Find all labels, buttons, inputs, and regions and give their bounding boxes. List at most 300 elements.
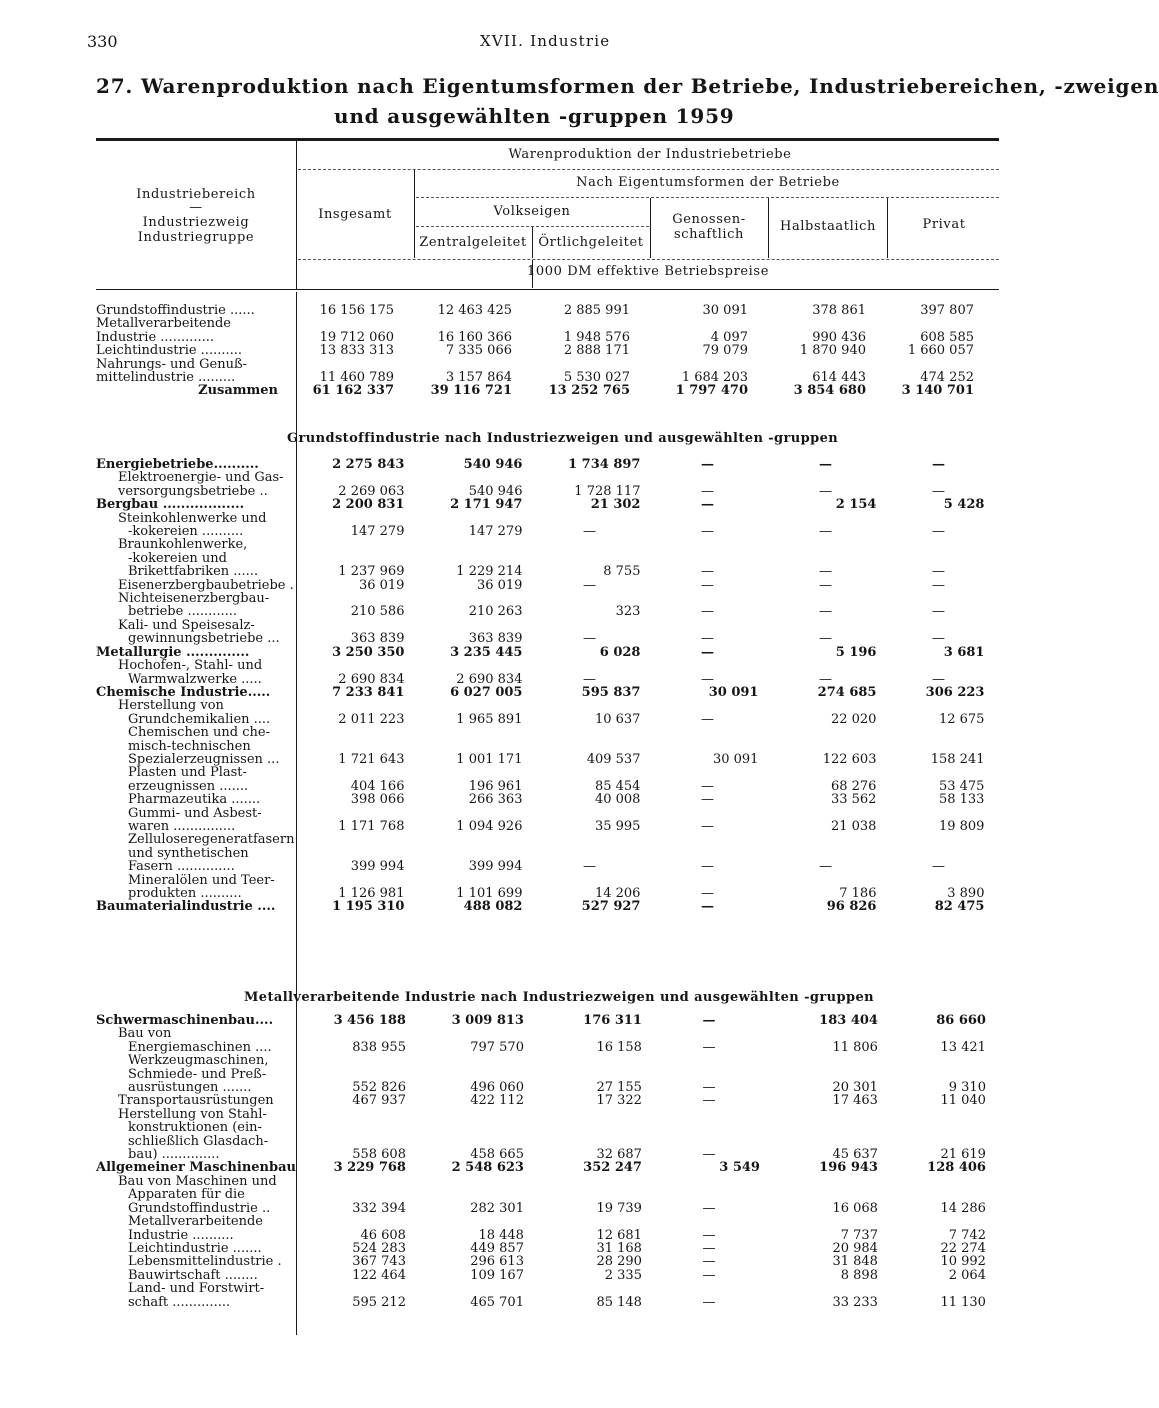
cell-value: 540 946 [463,457,523,472]
cell-value: 16 156 175 [319,303,394,318]
header-divider [414,170,415,258]
cell-value [530,552,648,565]
cell-value [530,699,648,712]
cell-value: 378 861 [812,303,866,318]
row-label: Fasern .............. [128,859,235,875]
cell-value: 1 229 214 [456,564,523,580]
cell-value: 2 275 843 [332,457,405,472]
cell-value [886,1215,994,1228]
row-label: Zusammen [198,383,278,399]
cell-value: — [818,631,832,647]
cell-value: 3 681 [943,644,985,660]
cell-value: 363 839 [350,631,405,647]
cell-value [648,766,766,779]
cell-value [532,1282,650,1295]
row-label: mittelindustrie ......... [96,370,236,386]
cell-value: 1 728 117 [574,483,641,499]
cell-value [412,552,530,565]
cell-value: 22 274 [940,1240,986,1256]
cell-value: — [818,524,832,540]
cell-value [886,1135,994,1148]
cell-value [412,699,530,712]
cell-value: 122 464 [352,1267,406,1283]
table-row [96,1148,994,1161]
header-rule [416,197,999,198]
row-label: Energiebetriebe.......... [96,457,259,472]
row-label: Metallverarbeitende [96,316,231,332]
cell-value: 7 335 066 [445,343,512,359]
cell-value [296,1282,414,1295]
cell-value: 1 126 981 [338,886,405,901]
cell-value: 409 537 [586,751,641,767]
cell-value: 5 428 [943,497,985,513]
row-label: Apparaten für die [128,1187,245,1203]
cell-value: 422 112 [470,1093,524,1109]
cell-value [766,833,884,846]
cell-value [884,807,992,820]
cell-value [766,874,884,887]
row-label: Metallurgie .............. [96,644,250,660]
cell-value: — [702,1147,716,1163]
cell-value [766,740,884,753]
cell-value: 1 965 891 [456,711,523,727]
cell-value: 18 448 [478,1227,524,1243]
cell-value [414,1175,532,1188]
cell-value [650,1175,768,1188]
cell-value: 1 870 940 [799,343,866,359]
cell-value [412,833,530,846]
cell-value: 8 898 [840,1267,878,1283]
table-row [96,900,992,913]
header-warenproduktion: Warenproduktion der Industriebetriebe [508,147,792,162]
row-label: konstruktionen (ein- [128,1120,262,1136]
cell-value [414,1135,532,1148]
row-label: Kali- und Speisesalz- [118,617,255,633]
table-row [96,874,992,887]
cell-value: — [700,899,714,915]
header-divider [768,198,769,258]
row-label: bau) .............. [128,1147,220,1163]
cell-value: — [702,1267,716,1283]
table-row [96,686,992,699]
data-table-metall [96,1014,994,1309]
cell-value [530,471,648,484]
row-label: Werkzeugmaschinen, [128,1053,269,1069]
cell-value: 7 186 [839,886,877,901]
cell-value: 323 [615,604,641,620]
cell-value: 474 252 [920,370,974,386]
cell-value: — [931,457,945,472]
cell-value [294,847,412,860]
top-rule [96,138,999,141]
row-label: Baumaterialindustrie .... [96,899,276,915]
cell-value [532,1215,650,1228]
section-heading-grundstoff: Grundstoffindustrie nach Industriezweigen und ausgewählten -gruppen [287,431,839,446]
cell-value [650,1054,768,1067]
cell-value: 399 994 [468,859,523,875]
cell-value [296,1215,414,1228]
row-label: Metallverarbeitende [128,1214,263,1230]
cell-value [412,471,530,484]
cell-value: 5 196 [835,644,877,660]
cell-value: 33 233 [832,1294,878,1310]
cell-value [884,592,992,605]
cell-value: 30 091 [712,751,759,767]
cell-value: 552 826 [352,1080,406,1096]
cell-value [412,726,530,739]
row-label: Industrie .......... [128,1227,234,1243]
table-row [96,753,992,766]
cell-value [294,471,412,484]
row-label: Grundstoffindustrie .. [128,1200,271,1216]
table-title-line-2: und ausgewählten -gruppen 1959 [334,104,735,128]
cell-value [766,619,884,632]
cell-value: — [700,604,714,620]
cell-value: 10 992 [940,1254,986,1270]
row-label: produkten .......... [128,886,242,901]
cell-value: — [582,671,596,687]
cell-value [874,317,982,330]
cell-value: 147 279 [468,524,523,540]
table-row [96,860,992,873]
cell-value [638,317,756,330]
cell-value: 2 885 991 [563,303,630,318]
table-row [96,1014,994,1027]
header-zentralgeleitet: Zentralgeleitet [419,235,527,250]
cell-value [768,1068,886,1081]
cell-value: 595 212 [352,1294,406,1310]
cell-value [648,552,766,565]
cell-value [412,874,530,887]
cell-value [294,726,412,739]
cell-value: 1 797 470 [675,383,748,399]
cell-value: 39 116 721 [430,383,512,399]
cell-value: — [700,711,714,727]
cell-value [294,619,412,632]
cell-value [886,1175,994,1188]
cell-value [886,1121,994,1134]
cell-value: 2 064 [948,1267,986,1283]
cell-value [530,659,648,672]
cell-value: — [931,483,945,499]
table-row [96,1255,994,1268]
cell-value [294,538,412,551]
header-rule [298,259,999,260]
table-row [96,552,992,565]
cell-value: 2 690 834 [338,671,405,687]
cell-value: 17 322 [596,1093,642,1109]
cell-value [532,1188,650,1201]
cell-value [530,726,648,739]
cell-value [532,1135,650,1148]
row-label: Plasten und Plast- [128,765,247,781]
table-row [96,1054,994,1067]
table-row [96,525,992,538]
row-label: Hochofen-, Stahl- und [118,658,263,674]
cell-value [650,1121,768,1134]
cell-value [530,592,648,605]
cell-value: — [700,818,714,834]
cell-value [884,552,992,565]
header-divider [887,198,888,258]
cell-value [402,317,520,330]
header-rule [298,169,999,170]
cell-value: 28 290 [596,1254,642,1270]
cell-value: — [931,631,945,647]
cell-value [768,1215,886,1228]
cell-value: 1 237 969 [338,564,405,580]
cell-value [766,592,884,605]
cell-value: — [700,644,714,660]
cell-value: 7 737 [840,1227,878,1243]
table-row [96,766,992,779]
cell-value [886,1027,994,1040]
cell-value: — [818,859,832,875]
cell-value [648,699,766,712]
cell-value [648,726,766,739]
table-row [96,1269,994,1282]
cell-value: — [702,1013,716,1028]
row-label: Allgemeiner Maschinenbau [96,1160,296,1176]
cell-value [768,1135,886,1148]
cell-value: 147 279 [350,524,405,540]
table-row [96,1027,994,1040]
cell-value: 17 463 [832,1093,878,1109]
cell-value [294,807,412,820]
row-label: Steinkohlenwerke und [118,510,267,526]
cell-value: — [931,524,945,540]
cell-value: 86 660 [936,1013,986,1028]
cell-value: — [931,859,945,875]
cell-value [650,1215,768,1228]
cell-value [296,1135,414,1148]
stub-label-dash: — [189,200,203,215]
cell-value: 2 335 [604,1267,642,1283]
header-halbstaatlich: Halbstaatlich [780,219,876,234]
cell-value [294,699,412,712]
cell-value [412,512,530,525]
cell-value [648,471,766,484]
cell-value: 21 038 [830,818,877,834]
row-label: Grundstoffindustrie ...... [96,303,255,318]
cell-value: 1 734 897 [568,457,641,472]
cell-value [766,807,884,820]
cell-value: — [700,859,714,875]
table-row [96,726,992,739]
table-row [96,807,992,820]
cell-value: — [582,631,596,647]
cell-value [284,317,402,330]
table-row [96,471,992,484]
cell-value [650,1068,768,1081]
table-row [96,304,982,317]
row-label: Pharmazeutika ....... [128,792,261,808]
cell-value [532,1054,650,1067]
table-row [96,538,992,551]
row-label: betriebe ............ [128,604,238,620]
cell-value: 1 171 768 [338,818,405,834]
cell-value [412,807,530,820]
row-label: Gummi- und Asbest- [128,805,262,821]
cell-value: 13 252 765 [548,383,630,399]
table-row [96,1135,994,1148]
table-row [96,1215,994,1228]
cell-value [412,619,530,632]
cell-value: 3 549 [719,1160,760,1176]
cell-value [294,833,412,846]
table-row [96,1296,994,1309]
cell-value: 85 148 [596,1294,642,1310]
cell-value [530,874,648,887]
header-insgesamt: Insgesamt [318,207,392,222]
cell-value [648,659,766,672]
table-row [96,619,992,632]
table-row [96,1229,994,1242]
table-row [96,1282,994,1295]
cell-value: 27 155 [596,1080,642,1096]
cell-value: 3 009 813 [451,1013,524,1028]
cell-value: 2 269 063 [338,483,405,499]
cell-value: — [818,483,832,499]
cell-value: 19 809 [938,818,985,834]
cell-value [414,1068,532,1081]
cell-value [766,538,884,551]
cell-value [884,726,992,739]
cell-value: — [700,671,714,687]
row-label: misch-technischen [128,738,251,754]
cell-value [294,659,412,672]
cell-value [650,1188,768,1201]
table-row [96,371,982,384]
cell-value [768,1175,886,1188]
cell-value: 2 690 834 [456,671,523,687]
cell-value [414,1121,532,1134]
table-row [96,512,992,525]
cell-value [284,358,402,371]
cell-value [412,592,530,605]
running-head: XVII. Industrie [480,32,611,50]
cell-value: 21 302 [590,497,641,513]
cell-value: 10 637 [594,711,641,727]
cell-value [886,1282,994,1295]
cell-value: 838 955 [352,1039,406,1055]
row-label: Warmwalzwerke ..... [128,671,262,687]
cell-value: 210 263 [468,604,523,620]
row-label: Bauwirtschaft ........ [128,1267,258,1283]
cell-value [884,833,992,846]
cell-value [886,1108,994,1121]
cell-value: 7 233 841 [332,684,405,700]
row-label: Chemischen und che- [128,725,270,741]
table-row [96,1242,994,1255]
cell-value: 3 157 864 [445,370,512,386]
cell-value: 53 475 [938,778,985,794]
cell-value [412,847,530,860]
cell-value [532,1027,650,1040]
cell-value [766,512,884,525]
cell-value [296,1068,414,1081]
table-row [96,713,992,726]
cell-value [884,659,992,672]
section-heading-metall: Metallverarbeitende Industrie nach Industriezweigen und ausgewählten -gruppen [244,990,874,1005]
cell-value: 614 443 [812,370,866,386]
cell-value: 21 619 [940,1147,986,1163]
cell-value: 19 739 [596,1200,642,1216]
cell-value: 30 091 [708,684,759,700]
row-label: Schwermaschinenbau.... [96,1013,274,1028]
row-label: waren ............... [128,818,236,834]
table-row [96,887,992,900]
cell-value: — [700,497,714,513]
cell-value: 3 456 188 [333,1013,406,1028]
row-label: Energiemaschinen .... [128,1039,272,1055]
stub-divider [296,141,297,289]
cell-value [412,538,530,551]
cell-value: 11 130 [940,1294,986,1310]
table-row [96,1081,994,1094]
cell-value: — [700,886,714,901]
table-row [96,699,992,712]
cell-value: 608 585 [920,329,974,345]
table-row [96,331,982,344]
cell-value: — [931,604,945,620]
table-row [96,1188,994,1201]
cell-value: 31 848 [832,1254,878,1270]
cell-value [294,740,412,753]
row-label: Herstellung von [118,698,224,714]
cell-value: 1 721 643 [338,751,405,767]
cell-value: 496 060 [470,1080,524,1096]
cell-value [766,726,884,739]
cell-value: 1 660 057 [907,343,974,359]
cell-value [884,847,992,860]
cell-value [414,1108,532,1121]
cell-value [532,1068,650,1081]
table-row [96,358,982,371]
cell-value [294,766,412,779]
cell-value: 397 807 [920,303,974,318]
cell-value: — [818,604,832,620]
table-row [96,820,992,833]
cell-value [650,1135,768,1148]
cell-value [766,847,884,860]
cell-value [296,1054,414,1067]
header-genossenschaftlich-2: schaftlich [673,227,745,242]
cell-value: — [700,524,714,540]
cell-value: — [702,1039,716,1055]
cell-value [648,592,766,605]
cell-value [638,358,756,371]
row-label: Bau von [118,1026,172,1042]
cell-value [294,874,412,887]
cell-value [886,1054,994,1067]
cell-value: 274 685 [817,684,877,700]
cell-value: 2 171 947 [450,497,523,513]
header-genossenschaftlich-1: Genossen- [672,212,746,227]
cell-value: — [931,671,945,687]
cell-value [874,358,982,371]
row-label: versorgungsbetriebe .. [118,483,268,499]
cell-value [296,1188,414,1201]
row-label: Mineralölen und Teer- [128,872,275,888]
cell-value: 68 276 [830,778,877,794]
table-row [96,384,982,397]
cell-value [884,699,992,712]
header-bottom-rule [96,289,999,290]
cell-value: 96 826 [826,899,877,915]
header-divider [650,198,651,258]
cell-value [412,766,530,779]
